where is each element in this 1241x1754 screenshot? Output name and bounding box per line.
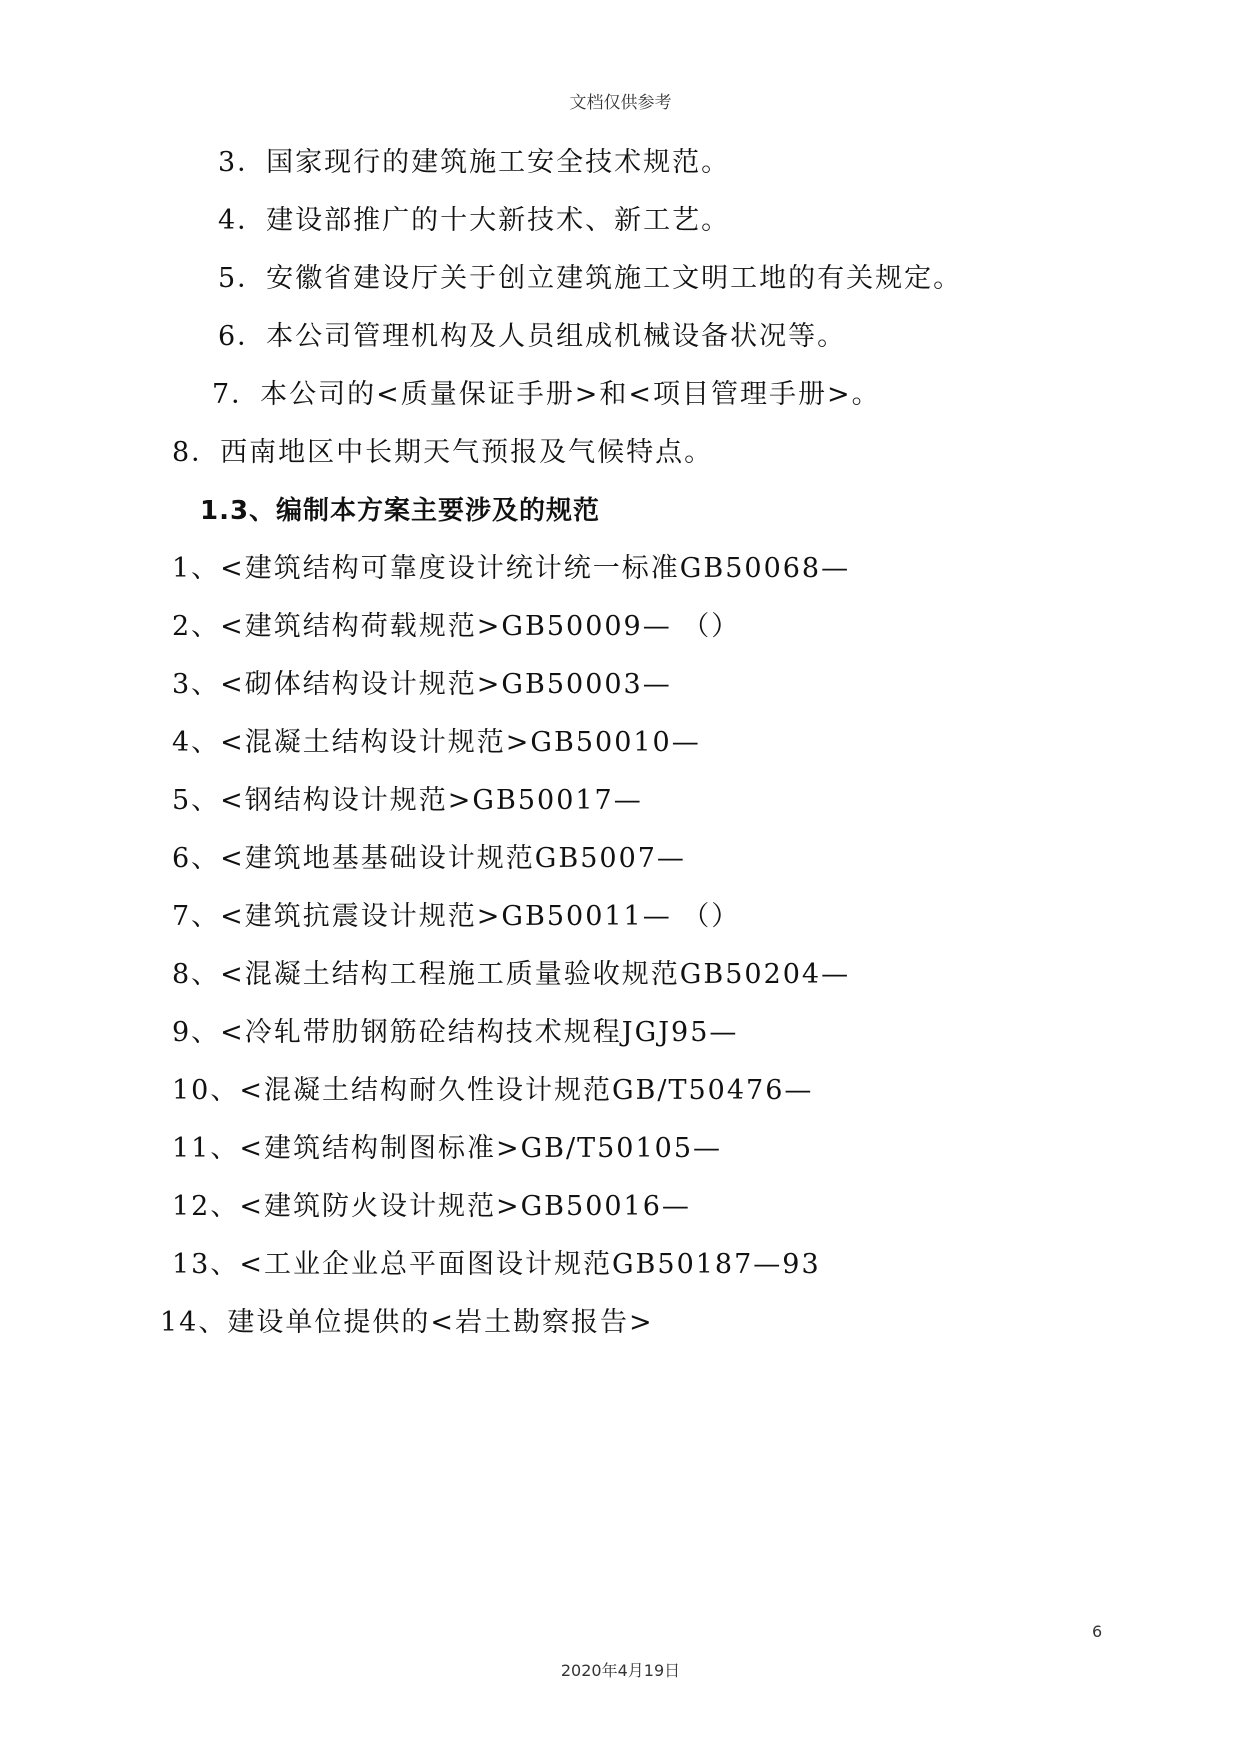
basis-item: 5．安徽省建设厅关于创立建筑施工文明工地的有关规定。: [218, 263, 963, 294]
standard-item: 12、<建筑防火设计规范>GB50016—: [172, 1191, 691, 1222]
basis-item: 3．国家现行的建筑施工安全技术规范。: [218, 147, 731, 178]
basis-item: 4．建设部推广的十大新技术、新工艺。: [218, 205, 731, 236]
standard-item: 7、<建筑抗震设计规范>GB50011— （）: [172, 901, 741, 932]
basis-item: 8．西南地区中长期天气预报及气候特点。: [172, 437, 714, 468]
page-footer-date: 2020年4月19日: [560, 1661, 681, 1680]
standard-item: 2、<建筑结构荷载规范>GB50009— （）: [172, 611, 741, 642]
standard-item: 5、<钢结构设计规范>GB50017—: [172, 785, 643, 816]
section-heading: 1.3、编制本方案主要涉及的规范: [200, 496, 601, 526]
standard-item: 9、<冷轧带肋钢筋砼结构技术规程JGJ95—: [172, 1017, 739, 1048]
standard-item: 13、<工业企业总平面图设计规范GB50187—93: [172, 1249, 821, 1280]
page-number: 6: [1092, 1622, 1103, 1641]
standard-item: 14、建设单位提供的<岩土勘察报告>: [160, 1307, 654, 1338]
standard-item: 6、<建筑地基基础设计规范GB5007—: [172, 843, 686, 874]
standard-item: 1、<建筑结构可靠度设计统计统一标准GB50068—: [172, 553, 851, 584]
standard-item: 3、<砌体结构设计规范>GB50003—: [172, 669, 672, 700]
standard-item: 10、<混凝土结构耐久性设计规范GB/T50476—: [172, 1075, 814, 1106]
basis-item: 6．本公司管理机构及人员组成机械设备状况等。: [218, 321, 847, 352]
standard-item: 11、<建筑结构制图标准>GB/T50105—: [172, 1133, 723, 1164]
standard-item: 8、<混凝土结构工程施工质量验收规范GB50204—: [172, 959, 851, 990]
basis-item: 7．本公司的<质量保证手册>和<项目管理手册>。: [212, 379, 881, 410]
standard-item: 4、<混凝土结构设计规范>GB50010—: [172, 727, 701, 758]
page-header: 文档仅供参考: [569, 93, 672, 113]
